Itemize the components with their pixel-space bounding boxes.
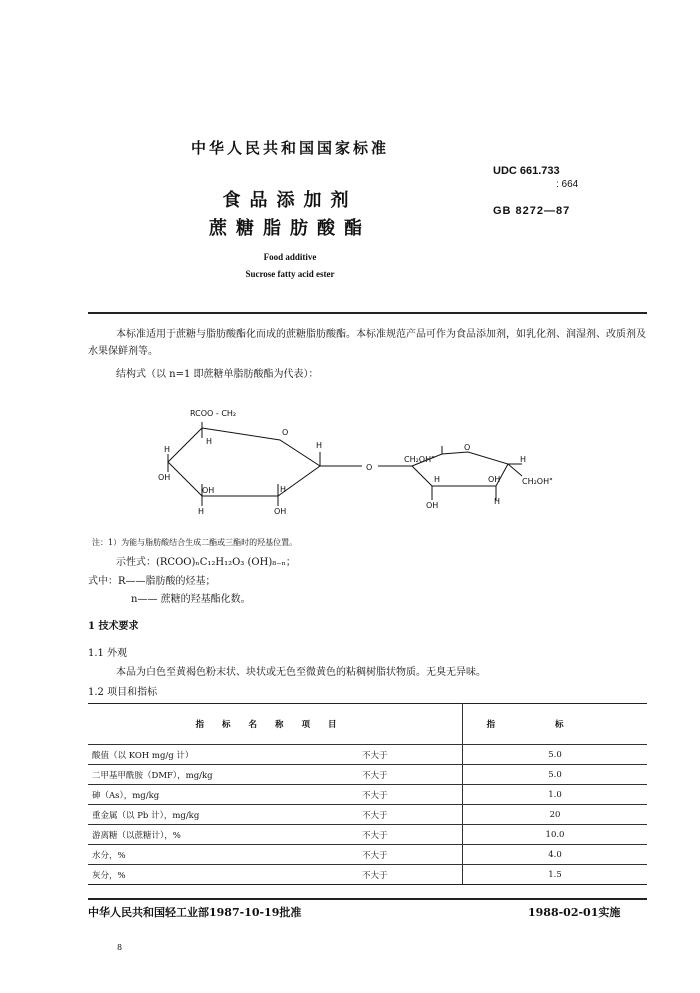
spec-table <box>88 703 647 885</box>
h-label: H <box>164 445 171 454</box>
table-row <box>88 865 647 885</box>
oh-label: OH <box>158 473 171 482</box>
oh-label: OH <box>488 475 501 484</box>
where-n: n—— 蔗糖的羟基酯化数。 <box>131 594 251 605</box>
row-value: 20 <box>463 805 648 825</box>
row-value: 1.0 <box>463 785 648 805</box>
h-label: H <box>206 437 213 446</box>
structure-label: 结构式（以 n=1 即蔗糖单脂肪酸酯为代表）： <box>116 369 319 380</box>
section-1-1-heading: 1.1 外观 <box>88 648 128 659</box>
approval-date: 中华人民共和国轻工业部1987-10-19批准 <box>88 906 302 919</box>
table-row <box>88 765 647 785</box>
effective-date: 1988-02-01实施 <box>528 906 621 919</box>
table-row <box>88 745 647 765</box>
udc-sub-code: : 664 <box>556 179 579 190</box>
row-value: 10.0 <box>463 825 648 845</box>
row-item: 水分，% <box>88 845 358 865</box>
english-title-2: Sucrose fatty acid ester <box>245 269 335 279</box>
oh-label: OH <box>274 507 287 516</box>
glycosidic-oxygen: O <box>366 463 373 472</box>
row-item: 重金属（以 Pb 计），mg/kg <box>88 805 358 825</box>
table-row <box>88 825 647 845</box>
intro-paragraph: 本标准适用于蔗糖与脂肪酸酯化而成的蔗糖脂肪酸酯。本标准规范产品可作为食品添加剂，如乳化剂、润湿剂、改质剂及水果保鲜剂等。 <box>88 329 646 357</box>
header-divider <box>88 312 647 314</box>
row-item: 游离糖（以蔗糖计），% <box>88 825 358 845</box>
table-row <box>88 805 647 825</box>
english-title-1: Food additive <box>263 252 317 262</box>
h-label: H <box>316 441 323 450</box>
title-line-1: 食品添加剂 <box>222 190 358 211</box>
where-r: 式中：R——脂肪酸的烃基； <box>88 576 216 587</box>
structural-formula <box>150 400 570 520</box>
footer-divider <box>88 898 647 900</box>
h-label: H <box>198 507 205 516</box>
ring-oxygen-left: O <box>282 428 289 437</box>
header-value: 指标 <box>463 704 648 745</box>
row-item: 二甲基甲酰胺（DMF），mg/kg <box>88 765 358 785</box>
ch2oh-marked-label: CH₂OH" <box>404 455 435 464</box>
h-label: H <box>520 455 527 464</box>
row-limit: 不大于 <box>358 845 463 865</box>
section-1-heading: 1 技术要求 <box>88 621 139 632</box>
ring-oxygen-right: O <box>464 443 471 452</box>
table-row <box>88 845 647 865</box>
udc-code: UDC 661.733 <box>493 165 560 177</box>
standard-org: 中华人民共和国国家标准 <box>190 139 389 157</box>
h-label: H <box>280 485 287 494</box>
condensed-formula: 示性式：(RCOO)ₙC₁₂H₁₂O₃ (OH)₈₋ₙ； <box>116 557 296 568</box>
section-1-2-heading: 1.2 项目和指标 <box>88 687 158 698</box>
row-item: 砷（As），mg/kg <box>88 785 358 805</box>
oh-label: OH <box>202 486 215 495</box>
row-item: 酸值（以 KOH mg/g 计） <box>88 745 358 765</box>
row-limit: 不大于 <box>358 805 463 825</box>
gb-code: GB 8272—87 <box>493 205 571 217</box>
row-limit: 不大于 <box>358 825 463 845</box>
title-line-2: 蔗糖脂肪酸酯 <box>209 218 371 239</box>
header-item: 指标名称项目 <box>88 704 463 745</box>
page-number: 8 <box>117 943 123 952</box>
row-value: 4.0 <box>463 845 648 865</box>
structure-note: 注：1）为能与脂肪酸结合生成二酯或三酯时的羟基位置。 <box>92 538 298 547</box>
oh-label: OH <box>426 501 439 510</box>
row-limit: 不大于 <box>358 765 463 785</box>
ch2oh-marked-label: CH₂OH" <box>522 477 553 486</box>
row-item: 灰分，% <box>88 865 358 885</box>
table-row <box>88 785 647 805</box>
row-limit: 不大于 <box>358 745 463 765</box>
h-label: H <box>434 475 441 484</box>
row-value: 5.0 <box>463 765 648 785</box>
h-label: H <box>494 497 501 506</box>
row-value: 1.5 <box>463 865 648 885</box>
rcoo-ch2-label: RCOO - CH₂ <box>190 409 237 418</box>
table-header-row <box>88 704 647 745</box>
row-limit: 不大于 <box>358 865 463 885</box>
appearance-text: 本品为白色至黄褐色粉末状、块状或无色至微黄色的粘稠树脂状物质。无臭无异味。 <box>116 667 486 678</box>
row-limit: 不大于 <box>358 785 463 805</box>
row-value: 5.0 <box>463 745 648 765</box>
